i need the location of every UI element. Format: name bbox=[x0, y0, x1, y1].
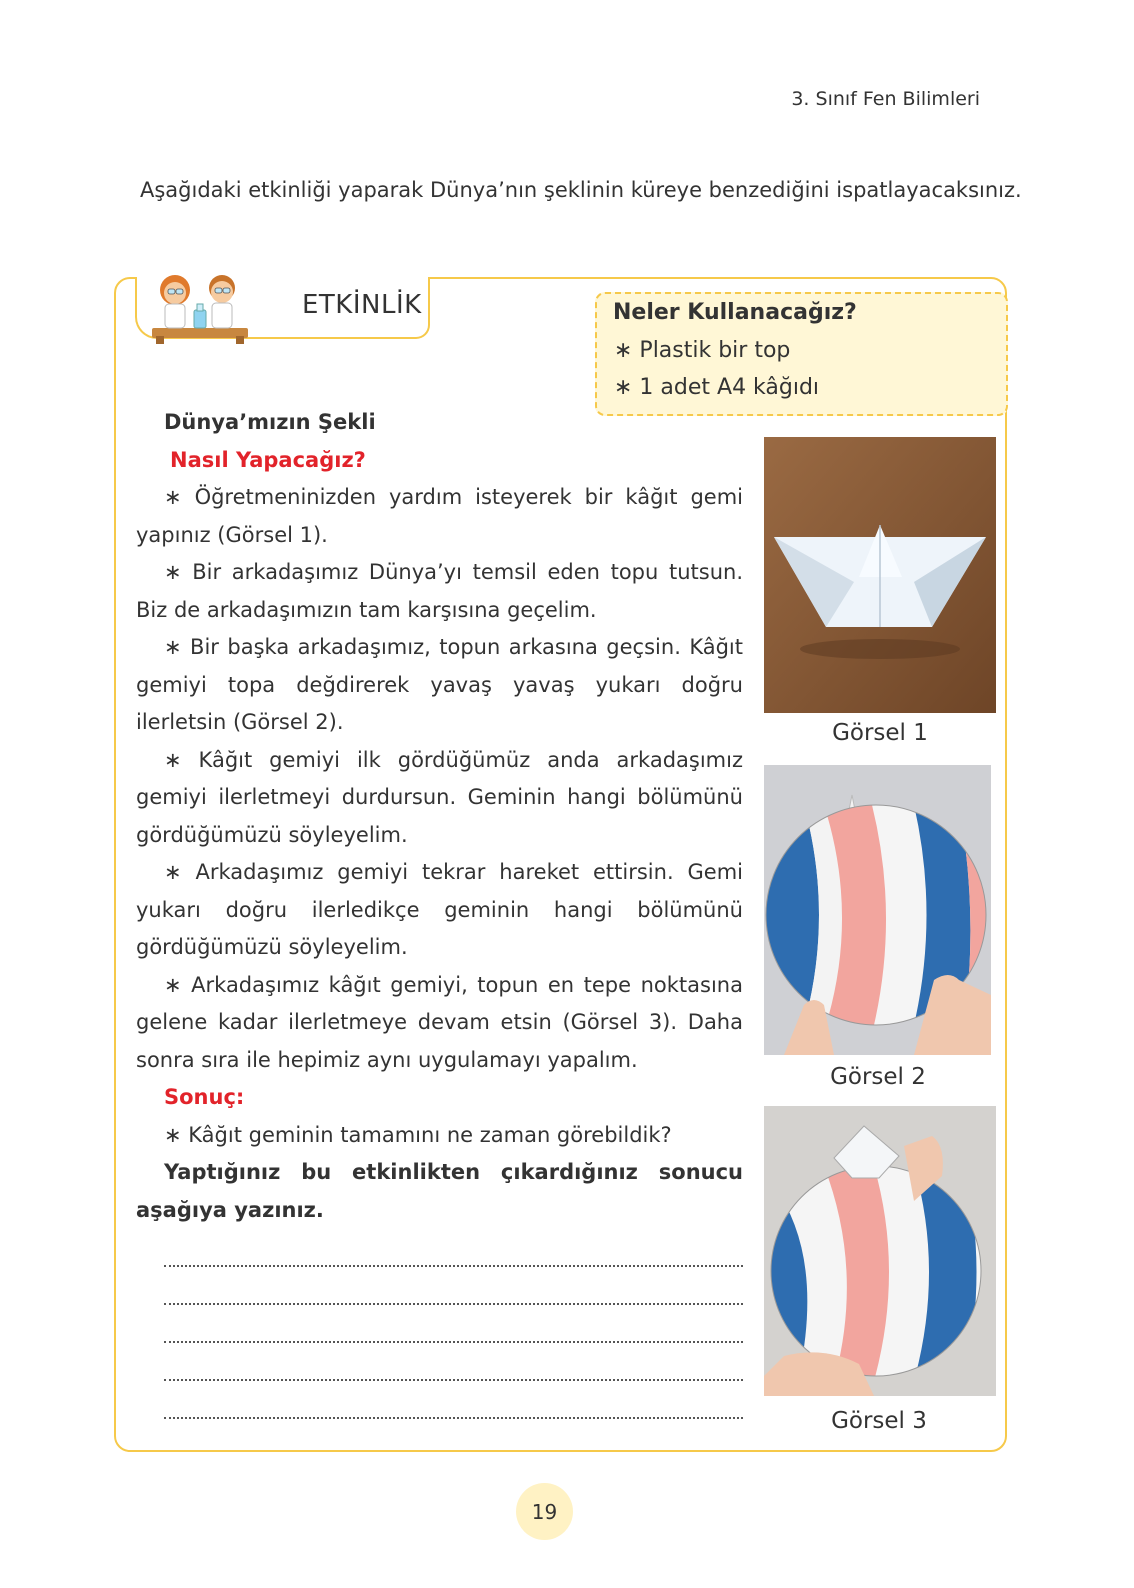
answer-line[interactable] bbox=[164, 1343, 743, 1381]
photo-caption: Görsel 2 bbox=[830, 1064, 926, 1090]
answer-line[interactable] bbox=[164, 1267, 743, 1305]
step-item: ∗ Kâğıt gemiyi ilk gördüğümüz anda arkadaşımız gemiyi ilerletmeyi durdursun. Geminin hangi bölümünü gördüğümüzü söyleyelim. bbox=[136, 747, 743, 847]
result-title: Sonuç: bbox=[164, 1085, 245, 1109]
photo-caption: Görsel 3 bbox=[831, 1408, 927, 1434]
materials-title: Neler Kullanacağız? bbox=[613, 300, 857, 325]
step-item: ∗ Bir başka arkadaşımız, topun arkasına geçsin. Kâğıt gemiyi topa değdirerek yavaş yavaş yukarı doğru ilerletsin (Görsel 2). bbox=[136, 635, 743, 734]
step-item: ∗ Arkadaşımız gemiyi tekrar hareket ettirsin. Gemi yukarı doğru ilerledikçe geminin hangi bölümünü gördüğümüzü söyleyelim. bbox=[136, 860, 743, 959]
step-item: ∗ Bir arkadaşımız Dünya’yı temsil eden topu tutsun. Biz de arkadaşımızın tam karşısına geçelim. bbox=[136, 560, 743, 622]
step-item: ∗ Arkadaşımız kâğıt gemiyi, topun en tepe noktasına gelene kadar ilerletmeye devam etsin (Görsel 3). Daha sonra sıra ile hepimiz aynı uygulamayı yapalım. bbox=[136, 972, 743, 1072]
photo-ball-boat-tip bbox=[764, 765, 991, 1055]
photo-paper-boat bbox=[764, 437, 996, 713]
activity-label: ETKİNLİK bbox=[302, 290, 422, 320]
scientist-kids-illustration bbox=[150, 270, 250, 346]
answer-line[interactable] bbox=[164, 1305, 743, 1343]
answer-line[interactable] bbox=[164, 1381, 743, 1419]
step-item: ∗ Öğretmeninizden yardım isteyerek bir kâğıt gemi yapınız (Görsel 1). bbox=[136, 485, 743, 547]
page-number: 19 bbox=[516, 1483, 573, 1540]
how-title: Nasıl Yapacağız? bbox=[170, 447, 366, 472]
result-question: ∗ Kâğıt geminin tamamını ne zaman görebildik? bbox=[164, 1122, 672, 1147]
answer-line[interactable] bbox=[164, 1229, 743, 1267]
activity-body bbox=[136, 404, 743, 1419]
result-instruction: Yaptığınız bu etkinlikten çıkardığınız sonucu aşağıya yazınız. bbox=[136, 1160, 743, 1222]
page-header: 3. Sınıf Fen Bilimleri bbox=[791, 88, 980, 110]
photo-caption: Görsel 1 bbox=[832, 720, 928, 746]
intro-text: Aşağıdaki etkinliği yaparak Dünya’nın şeklinin küreye benzediğini ispatlayacaksınız. bbox=[140, 178, 1022, 202]
photo-ball-boat-top bbox=[764, 1106, 996, 1396]
section-title: Dünya’mızın Şekli bbox=[164, 410, 376, 434]
materials-item: ∗ Plastik bir top bbox=[614, 338, 791, 363]
materials-item: ∗ 1 adet A4 kâğıdı bbox=[614, 375, 820, 400]
